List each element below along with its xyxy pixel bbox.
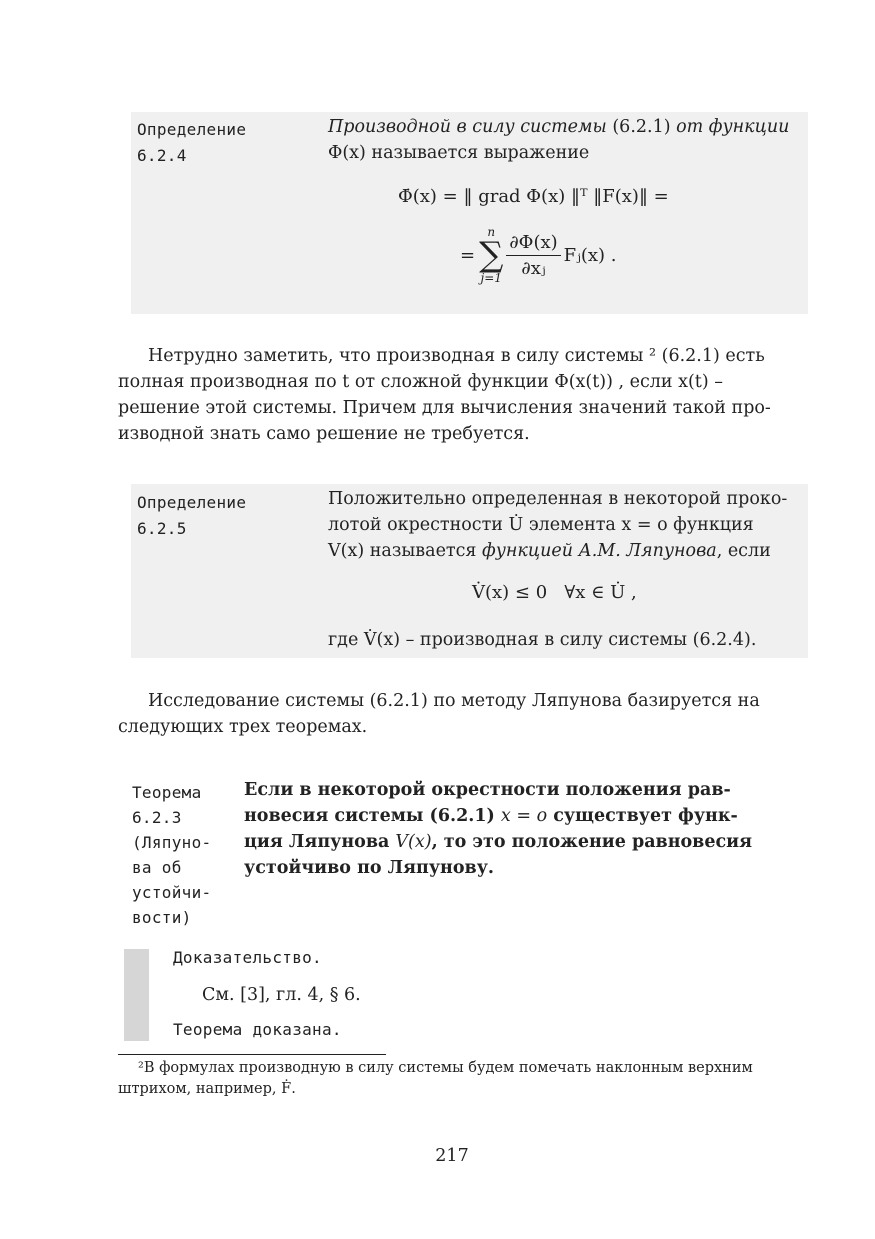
formula-tail: Fⱼ(x) . — [563, 244, 617, 266]
proof-header: Доказательство. — [173, 948, 322, 967]
definition-6-2-5-text — [328, 486, 798, 564]
theorem-line-part: ция Ляпунова — [244, 832, 396, 852]
definition-label-word: Определение — [137, 120, 247, 139]
sum-lower-limit: j=1 — [480, 271, 502, 285]
lyapunov-function-term: функцией А.М. Ляпунова — [482, 541, 717, 561]
theorem-line: Если в некоторой окрестности положения рав- — [244, 780, 731, 800]
fraction-numerator: ∂Φ(x) — [506, 232, 560, 256]
footnote-rule — [118, 1054, 386, 1055]
footnote-line: штрихом, например, Ḟ. — [118, 1081, 296, 1097]
sum-sign: ∑ — [479, 235, 504, 275]
theorem-line: устойчиво по Ляпунову. — [244, 858, 494, 878]
paragraph-line: изводной знать само решение не требуется. — [118, 424, 530, 444]
proof-body: См. [3], гл. 4, § 6. — [202, 985, 361, 1005]
partial-fraction — [506, 232, 560, 279]
theorem-6-2-3-label — [132, 780, 211, 930]
theorem-label-line: (Ляпуно- — [132, 833, 212, 852]
theorem-math: x = o — [500, 806, 548, 826]
theorem-line-part: , то это положение равновесия — [431, 832, 753, 852]
definition-ref: (6.2.1) — [606, 117, 677, 137]
formula-equals: = — [460, 244, 476, 266]
paragraph-line: решение этой системы. Причем для вычисления значений такой про- — [118, 398, 771, 418]
theorem-math: V(x) — [395, 832, 432, 852]
paragraph-line: следующих трех теоремах. — [118, 717, 368, 737]
paragraph-line: полная производная по t от сложной функции Φ(x(t)) , если x(t) – — [118, 372, 723, 392]
page-number: 217 — [435, 1146, 469, 1166]
sum-operator — [479, 226, 503, 284]
definition-line-part: , если — [716, 541, 771, 561]
definition-line-part: V(x) называется — [328, 541, 483, 561]
paragraph-line: Нетрудно заметить, что производная в силу системы ² (6.2.1) есть — [148, 346, 765, 366]
definition-label-number: 6.2.5 — [137, 519, 187, 538]
definition-6-2-4-label — [137, 117, 246, 169]
definition-line-2: Φ(x) называется выражение — [328, 143, 590, 163]
definition-label-number: 6.2.4 — [137, 146, 187, 165]
definition-line-last: где V̇(x) – производная в силу системы (6.2.4). — [328, 630, 757, 650]
definition-term: Производной в силу системы — [328, 117, 607, 137]
definition-line: лотой окрестности U̇ элемента x = o функция — [328, 515, 754, 535]
theorem-label-line: 6.2.3 — [132, 808, 182, 827]
paragraph-derivative-note — [118, 343, 786, 447]
definition-term-tail: от функции — [676, 117, 790, 137]
theorem-line-part: существует функ- — [547, 806, 738, 826]
theorem-line-part: новесия системы (6.2.1) — [244, 806, 501, 826]
derivative-formula-line2 — [460, 226, 617, 284]
proof-footer: Теорема доказана. — [173, 1020, 342, 1039]
definition-label-word: Определение — [137, 493, 247, 512]
theorem-6-2-3-statement — [244, 777, 784, 881]
definition-line: Положительно определенная в некоторой проко- — [328, 489, 788, 509]
proof-sidebar-bar — [124, 949, 149, 1041]
fraction-denominator: ∂xⱼ — [521, 257, 546, 279]
lyapunov-inequality: V̇(x) ≤ 0 ∀x ∈ U̇ , — [472, 582, 637, 603]
sum-upper-limit: n — [487, 225, 496, 239]
theorem-label-line: ва об — [132, 858, 182, 877]
theorem-label-line: устойчи- — [132, 883, 212, 902]
definition-6-2-4-text — [328, 114, 800, 166]
theorem-label-line: Теорема — [132, 783, 202, 802]
footnote — [118, 1058, 798, 1100]
paragraph-theorems-intro — [118, 688, 786, 740]
footnote-line: ²В формулах производную в силу системы будем помечать наклонным верхним — [138, 1060, 753, 1076]
theorem-label-line: вости) — [132, 908, 192, 927]
paragraph-line: Исследование системы (6.2.1) по методу Ляпунова базируется на — [148, 691, 760, 711]
definition-6-2-5-label — [137, 490, 246, 542]
derivative-formula-line1: Φ̇(x) = ‖ grad Φ(x) ‖ᵀ ‖F(x)‖ = — [398, 186, 669, 207]
